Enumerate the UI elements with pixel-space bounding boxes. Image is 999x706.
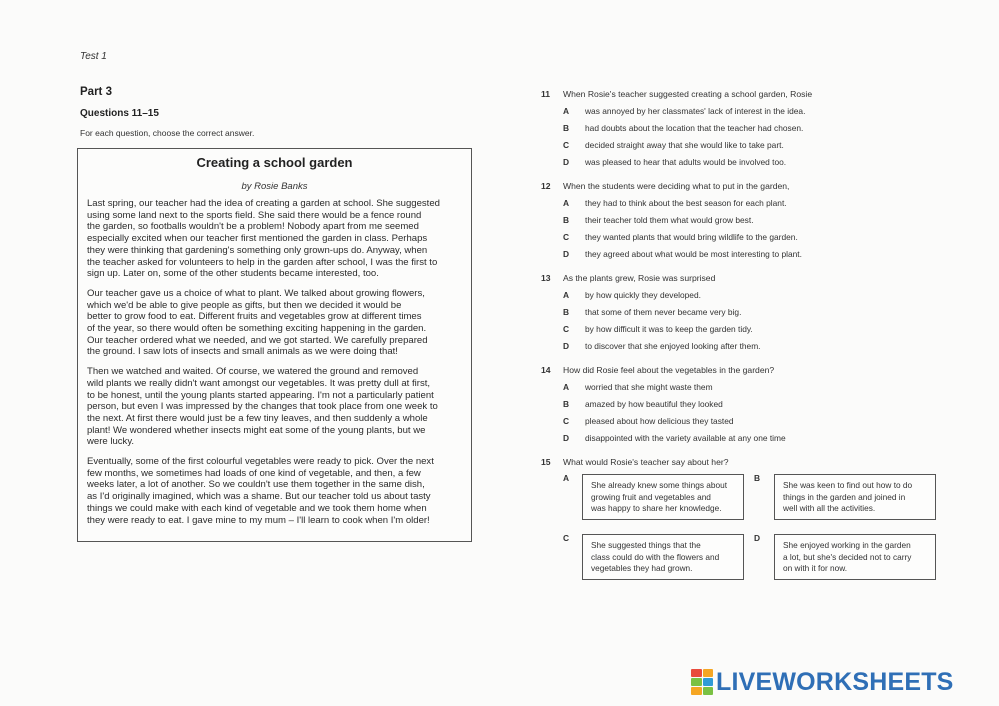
question-text: When the students were deciding what to put in the garden, xyxy=(563,181,790,191)
answer-box-line: a lot, but she's decided not to carry xyxy=(783,551,912,562)
article-line: wild plants we really didn't want amongst our vegetables. It was pretty dull at first, xyxy=(87,377,431,389)
article-line: Our teacher ordered what we needed, and we got started. We carefully prepared xyxy=(87,334,428,346)
question-number: 13 xyxy=(541,273,551,283)
article-line: were lucky. xyxy=(87,436,135,448)
article-line: the ground. I saw lots of insects and small animals as we were doing that! xyxy=(87,346,398,358)
article-line: Our teacher gave us a choice of what to plant. We talked about growing flowers, xyxy=(87,287,425,299)
article-author: by Rosie Banks xyxy=(241,181,308,192)
option-letter: C xyxy=(563,232,570,242)
option-letter: C xyxy=(563,140,570,150)
article-line: few months, we sometimes had loads of one kind of vegetable, and then, a few xyxy=(87,467,421,479)
option-text: was pleased to hear that adults would be involved too. xyxy=(585,157,787,167)
logo-text: LIVEWORKSHEETS xyxy=(716,667,954,696)
answer-box-line: things in the garden and joined in xyxy=(783,491,906,502)
answer-box-line: She enjoyed working in the garden xyxy=(783,540,911,550)
article-line: as I'd originally imagined, which was a shame. But our teacher told us about tasty xyxy=(87,491,431,503)
option-letter: A xyxy=(563,106,570,116)
option-text: to discover that she enjoyed looking after them. xyxy=(585,341,761,351)
article-paragraph xyxy=(87,198,465,280)
liveworksheets-logo xyxy=(691,668,954,696)
box-letter-b: B xyxy=(754,473,761,483)
article-line: Then we watched and waited. Of course, we watered the ground and removed xyxy=(87,366,419,378)
option-text: that some of them never became very big. xyxy=(585,307,742,317)
option-text: worried that she might waste them xyxy=(585,382,713,392)
answer-box-d[interactable] xyxy=(774,534,936,580)
article-line: to be honest, until the young plants started appearing. I'm not a particularly patient xyxy=(87,389,434,401)
article-line: the teacher asked for volunteers to help in the garden after school, I was the first to xyxy=(87,256,438,268)
option-text: their teacher told them what would grow best. xyxy=(585,215,754,225)
article-line: things we could make with each kind of vegetable and we took them home when xyxy=(87,502,427,514)
option-text: pleased about how delicious they tasted xyxy=(585,416,734,426)
box-letter-c: C xyxy=(563,533,570,543)
article-line: plant! We wondered whether insects might eat some of the young plants, but we xyxy=(87,424,426,436)
option-letter: B xyxy=(563,307,570,317)
option-text: amazed by how beautiful they looked xyxy=(585,399,723,409)
option-letter: B xyxy=(563,215,570,225)
question-number: 12 xyxy=(541,181,551,191)
question-number: 14 xyxy=(541,365,551,375)
option-letter: D xyxy=(563,433,570,443)
article-box xyxy=(77,148,472,542)
option-text: by how quickly they developed. xyxy=(585,290,701,300)
article-line: especially excited when our teacher first mentioned the garden in class. Perhaps xyxy=(87,233,428,245)
article-line: of the year, so there would often be something exciting happening in the garden. xyxy=(87,323,427,335)
article-line: better to grow food to eat. Different fruits and vegetables grow at different times xyxy=(87,311,422,323)
question-text: When Rosie's teacher suggested creating a school garden, Rosie xyxy=(563,89,813,99)
option-text: disappointed with the variety available at any one time xyxy=(585,433,786,443)
question-text: How did Rosie feel about the vegetables in the garden? xyxy=(563,365,775,375)
article-line: the next. At first there would just be a few tiny leaves, and then suddenly a whole xyxy=(87,412,428,424)
article-line: person, but even I was impressed by the changes that took place from one week to xyxy=(87,401,438,413)
answer-box-b[interactable] xyxy=(774,474,936,520)
article-line: they were ready to eat. I gave mine to my mum – I'll learn to cook when I'm older! xyxy=(87,514,430,526)
article-paragraph xyxy=(87,456,465,526)
option-letter: C xyxy=(563,416,570,426)
answer-box-line: growing fruit and vegetables and xyxy=(591,491,711,502)
article-line: using some land next to the sports field. She said there would be a fence round xyxy=(87,209,422,221)
answer-box-line: vegetables they had grown. xyxy=(591,563,693,574)
questions-range: Questions 11–15 xyxy=(80,108,159,119)
option-text: they wanted plants that would bring wildlife to the garden. xyxy=(585,232,798,242)
article-line: sign up. Later on, some of the other students became interested, too. xyxy=(87,268,379,280)
option-letter: D xyxy=(563,157,570,167)
question-text: As the plants grew, Rosie was surprised xyxy=(563,273,716,283)
option-letter: C xyxy=(563,324,570,334)
article-body xyxy=(87,198,465,534)
option-text: they agreed about what would be most interesting to plant. xyxy=(585,249,802,259)
answer-box-c[interactable] xyxy=(582,534,744,580)
box-letter-a: A xyxy=(563,473,570,483)
article-paragraph xyxy=(87,288,465,358)
answer-box-line: well with all the activities. xyxy=(783,503,876,514)
answer-box-line: She already knew some things about xyxy=(591,480,728,490)
option-letter: B xyxy=(563,399,570,409)
option-text: by how difficult it was to keep the garden tidy. xyxy=(585,324,753,334)
option-text: was annoyed by her classmates' lack of interest in the idea. xyxy=(585,106,806,116)
option-letter: D xyxy=(563,341,570,351)
option-letter: A xyxy=(563,198,570,208)
option-letter: A xyxy=(563,382,570,392)
option-letter: B xyxy=(563,123,570,133)
liveworksheets-icon xyxy=(691,669,713,695)
article-line: they were thinking that gardening's something only grown-ups do. Anyway, when xyxy=(87,244,428,256)
article-line: weeks later, a lot of another. So we couldn't use them together in the same dish, xyxy=(87,479,425,491)
article-line: Eventually, some of the first colourful vegetables were ready to pick. Over the next xyxy=(87,456,434,468)
question-number: 11 xyxy=(541,89,551,99)
option-text: had doubts about the location that the teacher had chosen. xyxy=(585,123,804,133)
answer-box-a[interactable] xyxy=(582,474,744,520)
article-line: Last spring, our teacher had the idea of creating a garden at school. She suggested xyxy=(87,198,440,209)
answer-box-line: was happy to share her knowledge. xyxy=(591,503,722,514)
question-number: 15 xyxy=(541,457,551,467)
answer-box-line: on with it for now. xyxy=(783,563,848,574)
option-text: decided straight away that she would like to take part. xyxy=(585,140,784,150)
article-line: the garden, so footballs wouldn't be a problem! Nobody apart from me seemed xyxy=(87,221,419,233)
answer-box-line: class could do with the flowers and xyxy=(591,551,720,562)
question-text: What would Rosie's teacher say about her? xyxy=(563,457,729,467)
article-paragraph xyxy=(87,366,465,448)
test-label: Test 1 xyxy=(80,51,107,62)
instruction: For each question, choose the correct answer. xyxy=(80,128,255,138)
part-title: Part 3 xyxy=(80,86,112,98)
option-text: they had to think about the best season for each plant. xyxy=(585,198,787,208)
answer-box-line: She suggested things that the xyxy=(591,540,701,550)
article-title: Creating a school garden xyxy=(196,155,353,170)
article-line: which we'd be able to give people as gifts, but then we decided it would be xyxy=(87,299,402,311)
answer-box-line: She was keen to find out how to do xyxy=(783,480,913,490)
box-letter-d: D xyxy=(754,533,761,543)
option-letter: D xyxy=(563,249,570,259)
option-letter: A xyxy=(563,290,570,300)
